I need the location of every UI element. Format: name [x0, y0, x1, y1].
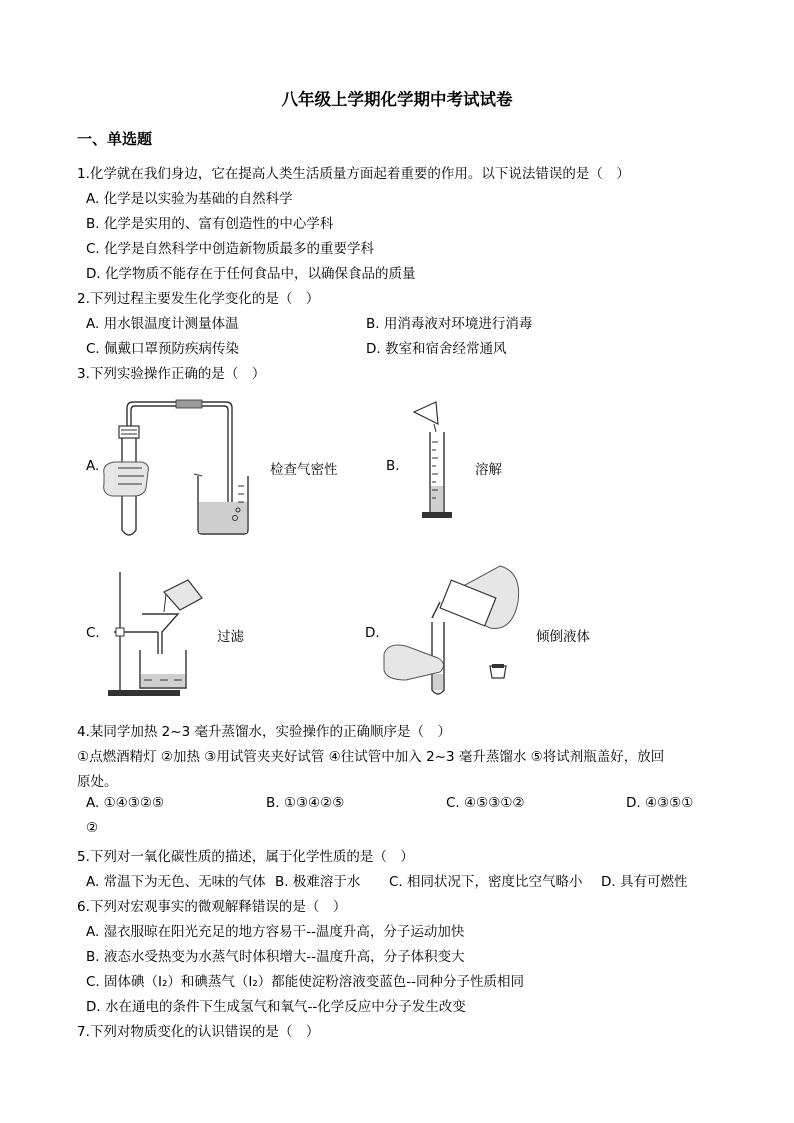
question-5-option-d: D. 具有可燃性	[601, 874, 688, 890]
question-2-stem: 2.下列过程主要发生化学变化的是（ ）	[77, 291, 320, 307]
question-6-option-d: D. 水在通电的条件下生成氢气和氧气--化学反应中分子发生改变	[86, 999, 466, 1015]
question-6-stem: 6.下列对宏观事实的微观解释错误的是（ ）	[77, 899, 347, 915]
question-2-option-a: A. 用水银温度计测量体温	[86, 316, 239, 332]
question-1-option-a: A. 化学是以实验为基础的自然科学	[86, 191, 293, 207]
question-6-option-c: C. 固体碘（I₂）和碘蒸气（I₂）都能使淀粉溶液变蓝色--同种分子性质相同	[86, 974, 525, 990]
question-1-stem: 1.化学就在我们身边，它在提高人类生活质量方面起着重要的作用。以下说法错误的是（ ）	[77, 166, 630, 182]
question-6-option-a: A. 湿衣服晾在阳光充足的地方容易干--温度升高，分子运动加快	[86, 924, 465, 940]
question-5-option-a: A. 常温下为无色、无味的气体	[86, 874, 266, 890]
pouring-liquid-figure	[382, 562, 532, 702]
question-3-option-d-label: 倾倒液体	[536, 629, 590, 645]
question-3-option-d-letter: D.	[365, 625, 380, 641]
airtightness-check-figure	[98, 396, 258, 544]
question-3-option-a-label: 检查气密性	[270, 462, 338, 478]
question-3-option-b-letter: B.	[386, 458, 400, 474]
section-heading: 一、单选题	[77, 130, 153, 148]
question-4-option-d-continued: ②	[86, 820, 99, 836]
question-3-stem: 3.下列实验操作正确的是（ ）	[77, 366, 266, 382]
question-3-option-a-letter: A.	[86, 458, 100, 474]
question-7-stem: 7.下列对物质变化的认识错误的是（ ）	[77, 1024, 320, 1040]
question-3-option-c-letter: C.	[86, 625, 100, 641]
question-4-steps-continued: 原处。	[77, 774, 118, 790]
question-5-stem: 5.下列对一氧化碳性质的描述，属于化学性质的是（ ）	[77, 849, 414, 865]
question-5-option-b: B. 极难溶于水	[275, 874, 361, 890]
question-4-option-a: A. ①④③②⑤	[86, 795, 165, 811]
question-4-option-b: B. ①③④②⑤	[266, 795, 345, 811]
question-6-option-b: B. 液态水受热变为水蒸气时体积增大--温度升高，分子体积变大	[86, 949, 465, 965]
graduated-cylinder-figure	[408, 402, 468, 522]
question-2-option-d: D. 教室和宿舍经常通风	[366, 341, 507, 357]
question-2-option-c: C. 佩戴口罩预防疾病传染	[86, 341, 240, 357]
question-4-steps: ①点燃酒精灯 ②加热 ③用试管夹夹好试管 ④往试管中加入 2~3 毫升蒸馏水 ⑤将试剂瓶盖好，放回	[77, 749, 665, 765]
question-4-stem: 4.某同学加热 2~3 毫升蒸馏水，实验操作的正确顺序是（ ）	[77, 724, 451, 740]
page-title: 八年级上学期化学期中考试试卷	[281, 90, 513, 109]
question-5-option-c: C. 相同状况下，密度比空气略小	[389, 874, 583, 890]
question-3-option-b-label: 溶解	[475, 462, 502, 478]
question-4-option-d: D. ④③⑤①	[626, 795, 694, 811]
question-4-option-c: C. ④⑤③①②	[446, 795, 525, 811]
question-1-option-c: C. 化学是自然科学中创造新物质最多的重要学科	[86, 241, 375, 257]
question-1-option-d: D. 化学物质不能存在于任何食品中，以确保食品的质量	[86, 266, 416, 282]
question-2-option-b: B. 用消毒液对环境进行消毒	[366, 316, 533, 332]
filtration-figure	[104, 570, 214, 700]
question-3-option-c-label: 过滤	[217, 629, 244, 645]
question-1-option-b: B. 化学是实用的、富有创造性的中心学科	[86, 216, 334, 232]
